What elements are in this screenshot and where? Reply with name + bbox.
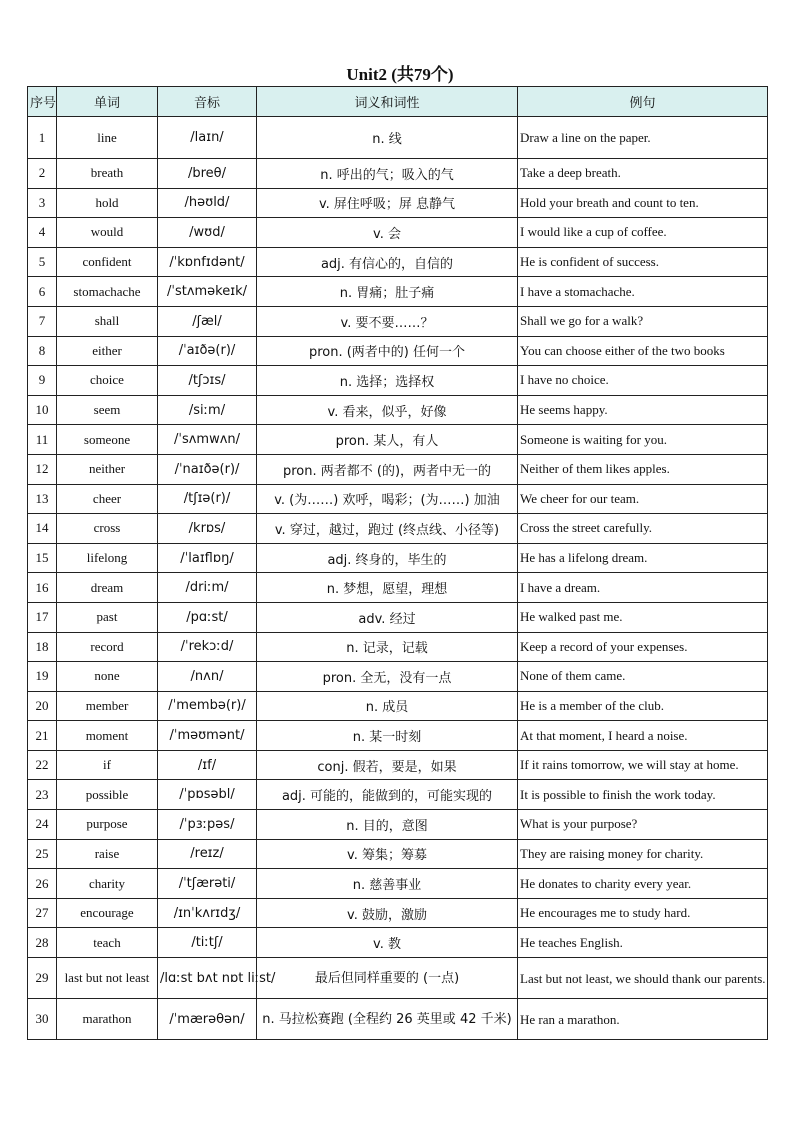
row-example: I would like a cup of coffee.: [518, 218, 768, 248]
header-phonetic: 音标: [158, 87, 257, 117]
row-meaning: adj. 可能的，能做到的，可能实现的: [257, 780, 518, 810]
row-number: 11: [28, 425, 57, 455]
row-number: 9: [28, 366, 57, 396]
row-phonetic: /tʃɪə(r)/: [158, 484, 257, 514]
row-example: He walked past me.: [518, 602, 768, 632]
row-phonetic: /ˈpɒsəbl/: [158, 780, 257, 810]
header-example: 例句: [518, 87, 768, 117]
table-row: [28, 602, 768, 632]
row-number: 20: [28, 691, 57, 721]
row-number: 5: [28, 247, 57, 277]
row-word: line: [57, 117, 158, 159]
table-row: [28, 839, 768, 869]
row-example: He seems happy.: [518, 395, 768, 425]
row-meaning: n. 线: [257, 117, 518, 159]
table-row: [28, 869, 768, 899]
row-example: Shall we go for a walk?: [518, 306, 768, 336]
table-row: [28, 543, 768, 573]
row-meaning: n. 胃痛；肚子痛: [257, 277, 518, 307]
row-word: dream: [57, 573, 158, 603]
row-phonetic: /siːm/: [158, 395, 257, 425]
row-word: raise: [57, 839, 158, 869]
row-number: 21: [28, 721, 57, 751]
row-example: None of them came.: [518, 662, 768, 692]
header-number: 序号: [28, 87, 57, 117]
row-word: cross: [57, 514, 158, 544]
row-phonetic: /breθ/: [158, 159, 257, 189]
row-meaning: n. 选择；选择权: [257, 366, 518, 396]
row-word: past: [57, 602, 158, 632]
row-number: 4: [28, 218, 57, 248]
row-word: someone: [57, 425, 158, 455]
row-number: 24: [28, 810, 57, 840]
row-phonetic: /ˈstʌməkeɪk/: [158, 277, 257, 307]
row-word: member: [57, 691, 158, 721]
row-phonetic: /nʌn/: [158, 662, 257, 692]
row-word: either: [57, 336, 158, 366]
table-row: [28, 928, 768, 958]
table-row: [28, 691, 768, 721]
row-meaning: pron. 全无，没有一点: [257, 662, 518, 692]
table-row: [28, 514, 768, 544]
row-phonetic: /ˈmærəθən/: [158, 999, 257, 1040]
row-meaning: pron. 某人，有人: [257, 425, 518, 455]
row-meaning: n. 记录，记载: [257, 632, 518, 662]
table-row: [28, 662, 768, 692]
table-row: [28, 484, 768, 514]
row-number: 6: [28, 277, 57, 307]
row-meaning: adj. 有信心的，自信的: [257, 247, 518, 277]
row-meaning: n. 马拉松赛跑 (全程约 26 英里或 42 千米): [257, 999, 518, 1040]
row-word: confident: [57, 247, 158, 277]
row-word: would: [57, 218, 158, 248]
row-example: We cheer for our team.: [518, 484, 768, 514]
row-meaning: pron. 两者都不 (的)，两者中无一的: [257, 454, 518, 484]
row-number: 18: [28, 632, 57, 662]
row-meaning: adv. 经过: [257, 602, 518, 632]
vocabulary-table: [27, 86, 768, 1040]
row-number: 15: [28, 543, 57, 573]
table-row: [28, 306, 768, 336]
row-example: He is confident of success.: [518, 247, 768, 277]
row-phonetic: /lɑːst bʌt nɒt liːst/: [158, 958, 257, 999]
row-meaning: n. 慈善事业: [257, 869, 518, 899]
row-example: Hold your breath and count to ten.: [518, 188, 768, 218]
row-meaning: v. 穿过，越过，跑过 (终点线、小径等): [257, 514, 518, 544]
row-phonetic: /ˈməʊmənt/: [158, 721, 257, 751]
table-row: [28, 632, 768, 662]
row-example: Cross the street carefully.: [518, 514, 768, 544]
row-number: 13: [28, 484, 57, 514]
row-number: 30: [28, 999, 57, 1040]
table-row: [28, 425, 768, 455]
table-header-row: [28, 87, 768, 117]
row-meaning: v. 看来，似乎，好像: [257, 395, 518, 425]
row-number: 19: [28, 662, 57, 692]
row-phonetic: /ˈaɪðə(r)/: [158, 336, 257, 366]
table-row: [28, 336, 768, 366]
row-word: marathon: [57, 999, 158, 1040]
table-row: [28, 277, 768, 307]
row-meaning: v. 要不要……？: [257, 306, 518, 336]
row-phonetic: /ʃæl/: [158, 306, 257, 336]
row-example: I have a dream.: [518, 573, 768, 603]
row-phonetic: /pɑːst/: [158, 602, 257, 632]
row-phonetic: /ˈrekɔːd/: [158, 632, 257, 662]
row-phonetic: /tiːtʃ/: [158, 928, 257, 958]
row-example: He teaches English.: [518, 928, 768, 958]
row-phonetic: /ˈpɜːpəs/: [158, 810, 257, 840]
row-meaning: 最后但同样重要的 (一点): [257, 958, 518, 999]
table-row: [28, 999, 768, 1040]
row-phonetic: /wʊd/: [158, 218, 257, 248]
row-word: moment: [57, 721, 158, 751]
row-meaning: conj. 假若，要是，如果: [257, 750, 518, 780]
row-meaning: v. (为……) 欢呼，喝彩；(为……) 加油: [257, 484, 518, 514]
table-row: [28, 780, 768, 810]
row-phonetic: /tʃɔɪs/: [158, 366, 257, 396]
row-number: 25: [28, 839, 57, 869]
row-example: Take a deep breath.: [518, 159, 768, 189]
row-phonetic: /ˈlaɪflɒŋ/: [158, 543, 257, 573]
row-meaning: v. 屏住呼吸；屏 息静气: [257, 188, 518, 218]
table-row: [28, 573, 768, 603]
row-word: charity: [57, 869, 158, 899]
row-word: possible: [57, 780, 158, 810]
row-phonetic: /driːm/: [158, 573, 257, 603]
row-number: 14: [28, 514, 57, 544]
row-number: 17: [28, 602, 57, 632]
row-word: choice: [57, 366, 158, 396]
row-phonetic: /ˈkɒnfɪdənt/: [158, 247, 257, 277]
row-example: I have no choice.: [518, 366, 768, 396]
row-word: cheer: [57, 484, 158, 514]
row-phonetic: /reɪz/: [158, 839, 257, 869]
row-example: If it rains tomorrow, we will stay at home.: [518, 750, 768, 780]
table-row: [28, 958, 768, 999]
table-row: [28, 188, 768, 218]
row-meaning: v. 鼓励，激励: [257, 898, 518, 928]
row-number: 16: [28, 573, 57, 603]
row-word: none: [57, 662, 158, 692]
row-word: purpose: [57, 810, 158, 840]
row-example: He donates to charity every year.: [518, 869, 768, 899]
row-number: 10: [28, 395, 57, 425]
row-phonetic: /ɪnˈkʌrɪdʒ/: [158, 898, 257, 928]
row-word: neither: [57, 454, 158, 484]
row-meaning: v. 会: [257, 218, 518, 248]
row-meaning: v. 筹集；筹募: [257, 839, 518, 869]
table-row: [28, 750, 768, 780]
row-number: 26: [28, 869, 57, 899]
row-word: lifelong: [57, 543, 158, 573]
header-word: 单词: [57, 87, 158, 117]
table-row: [28, 395, 768, 425]
row-example: He ran a marathon.: [518, 999, 768, 1040]
row-phonetic: /ˈmembə(r)/: [158, 691, 257, 721]
row-number: 12: [28, 454, 57, 484]
table-row: [28, 810, 768, 840]
row-phonetic: /ˈnaɪðə(r)/: [158, 454, 257, 484]
row-number: 23: [28, 780, 57, 810]
table-row: [28, 117, 768, 159]
row-meaning: pron. (两者中的) 任何一个: [257, 336, 518, 366]
row-phonetic: /laɪn/: [158, 117, 257, 159]
row-word: stomachache: [57, 277, 158, 307]
row-example: He encourages me to study hard.: [518, 898, 768, 928]
row-meaning: v. 教: [257, 928, 518, 958]
row-example: Draw a line on the paper.: [518, 117, 768, 159]
row-phonetic: /ˈtʃærəti/: [158, 869, 257, 899]
row-number: 8: [28, 336, 57, 366]
row-phonetic: /həʊld/: [158, 188, 257, 218]
row-example: At that moment, I heard a noise.: [518, 721, 768, 751]
row-example: Last but not least, we should thank our parents.: [518, 958, 768, 999]
row-phonetic: /ˈsʌmwʌn/: [158, 425, 257, 455]
row-word: seem: [57, 395, 158, 425]
row-word: encourage: [57, 898, 158, 928]
row-word: last but not least: [57, 958, 158, 999]
row-example: It is possible to finish the work today.: [518, 780, 768, 810]
page-title: Unit2 (共79个): [346, 65, 454, 84]
row-meaning: n. 呼出的气；吸入的气: [257, 159, 518, 189]
row-word: shall: [57, 306, 158, 336]
row-number: 27: [28, 898, 57, 928]
row-meaning: n. 某一时刻: [257, 721, 518, 751]
row-example: He is a member of the club.: [518, 691, 768, 721]
table-row: [28, 721, 768, 751]
table-row: [28, 366, 768, 396]
row-number: 7: [28, 306, 57, 336]
table-row: [28, 159, 768, 189]
row-meaning: n. 梦想，愿望，理想: [257, 573, 518, 603]
row-phonetic: /krɒs/: [158, 514, 257, 544]
row-word: if: [57, 750, 158, 780]
row-meaning: n. 目的，意图: [257, 810, 518, 840]
row-number: 1: [28, 117, 57, 159]
row-word: hold: [57, 188, 158, 218]
row-word: teach: [57, 928, 158, 958]
row-phonetic: /ɪf/: [158, 750, 257, 780]
row-word: breath: [57, 159, 158, 189]
table-row: [28, 454, 768, 484]
table-row: [28, 247, 768, 277]
header-meaning: 词义和词性: [257, 87, 518, 117]
row-meaning: n. 成员: [257, 691, 518, 721]
row-meaning: adj. 终身的，毕生的: [257, 543, 518, 573]
row-example: What is your purpose?: [518, 810, 768, 840]
table-row: [28, 218, 768, 248]
row-example: Someone is waiting for you.: [518, 425, 768, 455]
row-number: 22: [28, 750, 57, 780]
row-example: You can choose either of the two books: [518, 336, 768, 366]
row-example: He has a lifelong dream.: [518, 543, 768, 573]
row-example: Keep a record of your expenses.: [518, 632, 768, 662]
row-number: 29: [28, 958, 57, 999]
row-number: 2: [28, 159, 57, 189]
table-row: [28, 898, 768, 928]
row-number: 3: [28, 188, 57, 218]
row-example: Neither of them likes apples.: [518, 454, 768, 484]
row-number: 28: [28, 928, 57, 958]
row-example: I have a stomachache.: [518, 277, 768, 307]
row-word: record: [57, 632, 158, 662]
row-example: They are raising money for charity.: [518, 839, 768, 869]
